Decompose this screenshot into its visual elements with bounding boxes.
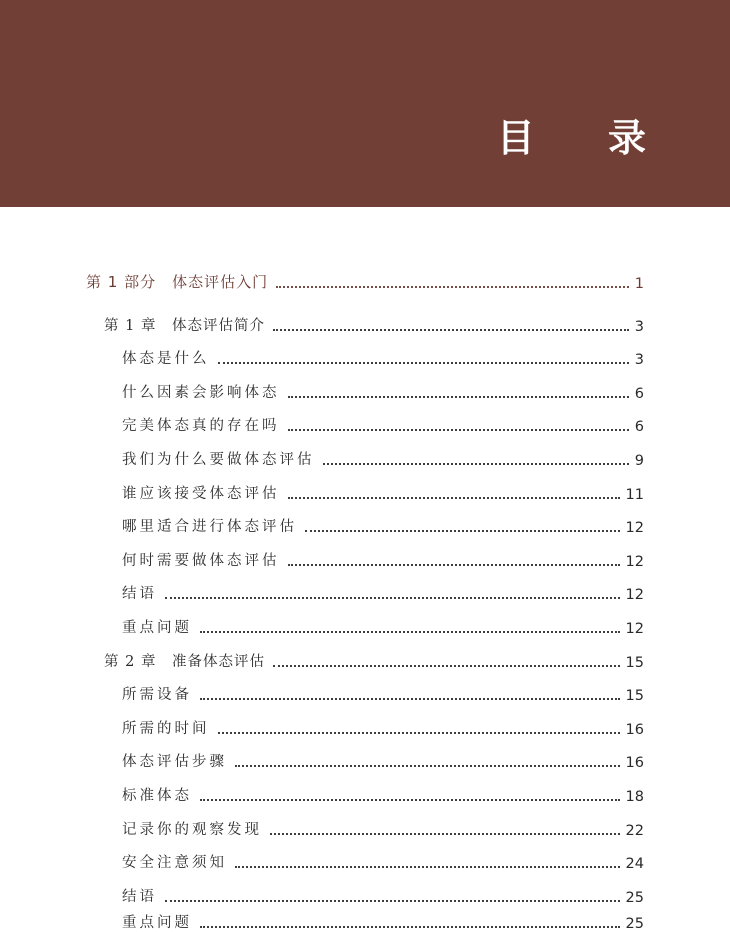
toc-section-label: 标准体态 [122, 788, 192, 804]
toc-section-label: 结语 [122, 586, 157, 602]
toc-section[interactable] [122, 411, 644, 435]
toc-page-number: 24 [625, 856, 644, 872]
toc-section-label: 重点问题 [122, 915, 192, 931]
toc-section-label: 体态评估步骤 [122, 754, 227, 770]
toc-chapter-label: 第 1 章 体态评估简介 [104, 318, 265, 334]
header-banner [0, 0, 730, 207]
toc-page-number: 11 [625, 487, 644, 503]
toc-page-number: 12 [625, 587, 644, 603]
toc-page-number: 15 [625, 688, 644, 704]
toc-page-number: 6 [634, 386, 644, 402]
toc-section-label: 记录你的观察发现 [122, 822, 262, 838]
toc-section-label: 我们为什么要做体态评估 [122, 452, 315, 468]
toc-section-label: 完美体态真的存在吗 [122, 418, 280, 434]
toc-page-number: 3 [634, 319, 644, 335]
toc-section-label: 谁应该接受体态评估 [122, 486, 280, 502]
toc-page-number: 6 [634, 419, 644, 435]
toc-section-label: 哪里适合进行体态评估 [122, 519, 297, 535]
toc-section[interactable] [122, 445, 644, 469]
toc-section[interactable] [122, 680, 644, 704]
toc-page-number: 16 [625, 755, 644, 771]
toc-part-1[interactable] [86, 268, 644, 292]
leader-dots [276, 278, 629, 288]
leader-dots [235, 757, 620, 767]
toc-section[interactable] [122, 479, 644, 503]
toc-page-number: 22 [625, 823, 644, 839]
toc-section[interactable] [122, 882, 644, 906]
toc-page-number: 1 [634, 276, 644, 292]
toc-part-label: 第 1 部分 体态评估入门 [86, 273, 269, 291]
toc-section-label: 什么因素会影响体态 [122, 385, 280, 401]
toc-chapter-label: 第 2 章 准备体态评估 [104, 654, 265, 670]
toc-section-label: 所需的时间 [122, 721, 210, 737]
toc-section[interactable] [122, 344, 644, 368]
leader-dots [288, 388, 629, 398]
toc-page-number: 12 [625, 621, 644, 637]
toc-chapter-1[interactable] [104, 311, 644, 335]
leader-dots [270, 825, 620, 835]
toc-page-number: 16 [625, 722, 644, 738]
leader-dots [288, 421, 629, 431]
leader-dots [305, 522, 620, 532]
toc-page-number: 25 [625, 890, 644, 906]
toc-page-number: 18 [625, 789, 644, 805]
toc-section[interactable] [122, 546, 644, 570]
toc-section-label: 体态是什么 [122, 351, 210, 367]
leader-dots [218, 354, 629, 364]
toc-page-number: 3 [634, 352, 644, 368]
toc-section[interactable] [122, 378, 644, 402]
toc-section[interactable] [122, 848, 644, 872]
toc-chapter-2[interactable] [104, 647, 644, 671]
leader-dots [165, 892, 620, 902]
toc-section[interactable] [122, 908, 644, 932]
toc-section-label: 结语 [122, 889, 157, 905]
toc-section[interactable] [122, 512, 644, 536]
toc-section[interactable] [122, 815, 644, 839]
toc-page-number: 15 [625, 655, 644, 671]
leader-dots [200, 918, 620, 928]
toc-page-number: 25 [625, 916, 644, 932]
toc-section-label: 安全注意须知 [122, 855, 227, 871]
page-title: 目 录 [496, 116, 676, 160]
leader-dots [323, 455, 629, 465]
toc-section[interactable] [122, 613, 644, 637]
leader-dots [235, 858, 620, 868]
toc-section-label: 何时需要做体态评估 [122, 553, 280, 569]
leader-dots [273, 657, 620, 667]
leader-dots [288, 489, 620, 499]
toc-section[interactable] [122, 781, 644, 805]
toc-section-label: 重点问题 [122, 620, 192, 636]
toc-section[interactable] [122, 714, 644, 738]
leader-dots [273, 321, 629, 331]
leader-dots [200, 623, 620, 633]
toc-section[interactable] [122, 579, 644, 603]
leader-dots [200, 791, 620, 801]
leader-dots [218, 724, 620, 734]
toc-page-number: 12 [625, 554, 644, 570]
toc-section-label: 所需设备 [122, 687, 192, 703]
leader-dots [200, 690, 620, 700]
toc-page-number: 9 [634, 453, 644, 469]
toc-page-number: 12 [625, 520, 644, 536]
leader-dots [288, 556, 620, 566]
toc-section[interactable] [122, 747, 644, 771]
leader-dots [165, 589, 620, 599]
